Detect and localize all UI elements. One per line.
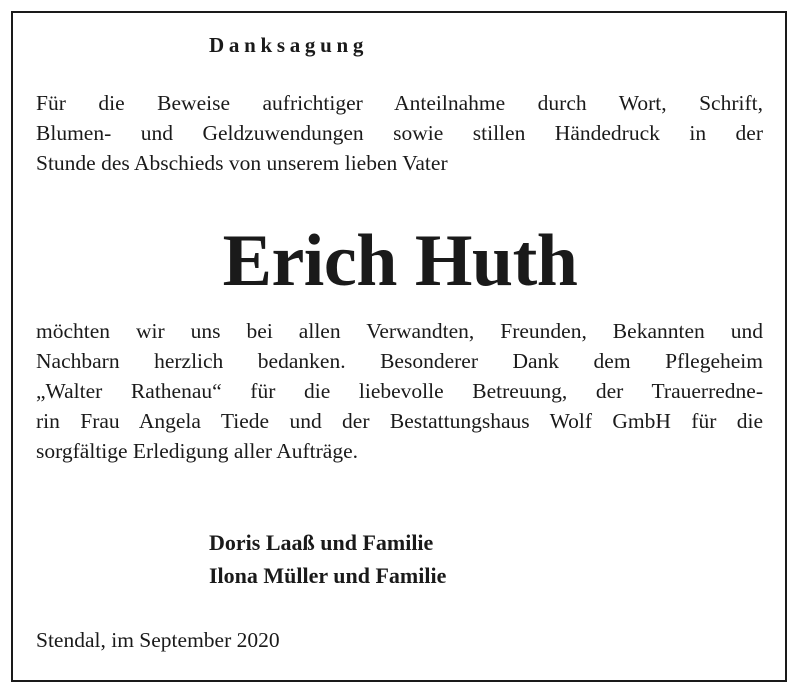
signer-name: Doris Laaß und Familie [209,530,434,555]
intro-line: Stunde des Abschieds von unserem lieben Vater [36,151,448,175]
thanks-line: möchten wir uns bei allen Verwandten, Freunden, Bekannten und [36,319,763,343]
deceased-name: Erich Huth [222,220,578,302]
thanks-line: sorgfältige Erledigung aller Aufträge. [36,439,358,463]
intro-line: Blumen- und Geldzuwendungen sowie stillen Händedruck in der [36,121,763,145]
thanks-line: Nachbarn herzlich bedanken. Besonderer Dank dem Pflegeheim [36,349,763,373]
intro-line: Für die Beweise aufrichtiger Anteilnahme durch Wort, Schrift, [36,91,763,115]
signer-name: Ilona Müller und Familie [209,563,447,588]
thanks-paragraph [36,316,763,466]
place-date: Stendal, im September 2020 [36,628,280,652]
thanks-line: „Walter Rathenau“ für die liebevolle Betreuung, der Trauerredne- [36,379,763,403]
notice-heading: Danksagung [209,33,369,57]
intro-paragraph [36,88,763,178]
thanks-line: rin Frau Angela Tiede und der Bestattungshaus Wolf GmbH für die [36,409,763,433]
